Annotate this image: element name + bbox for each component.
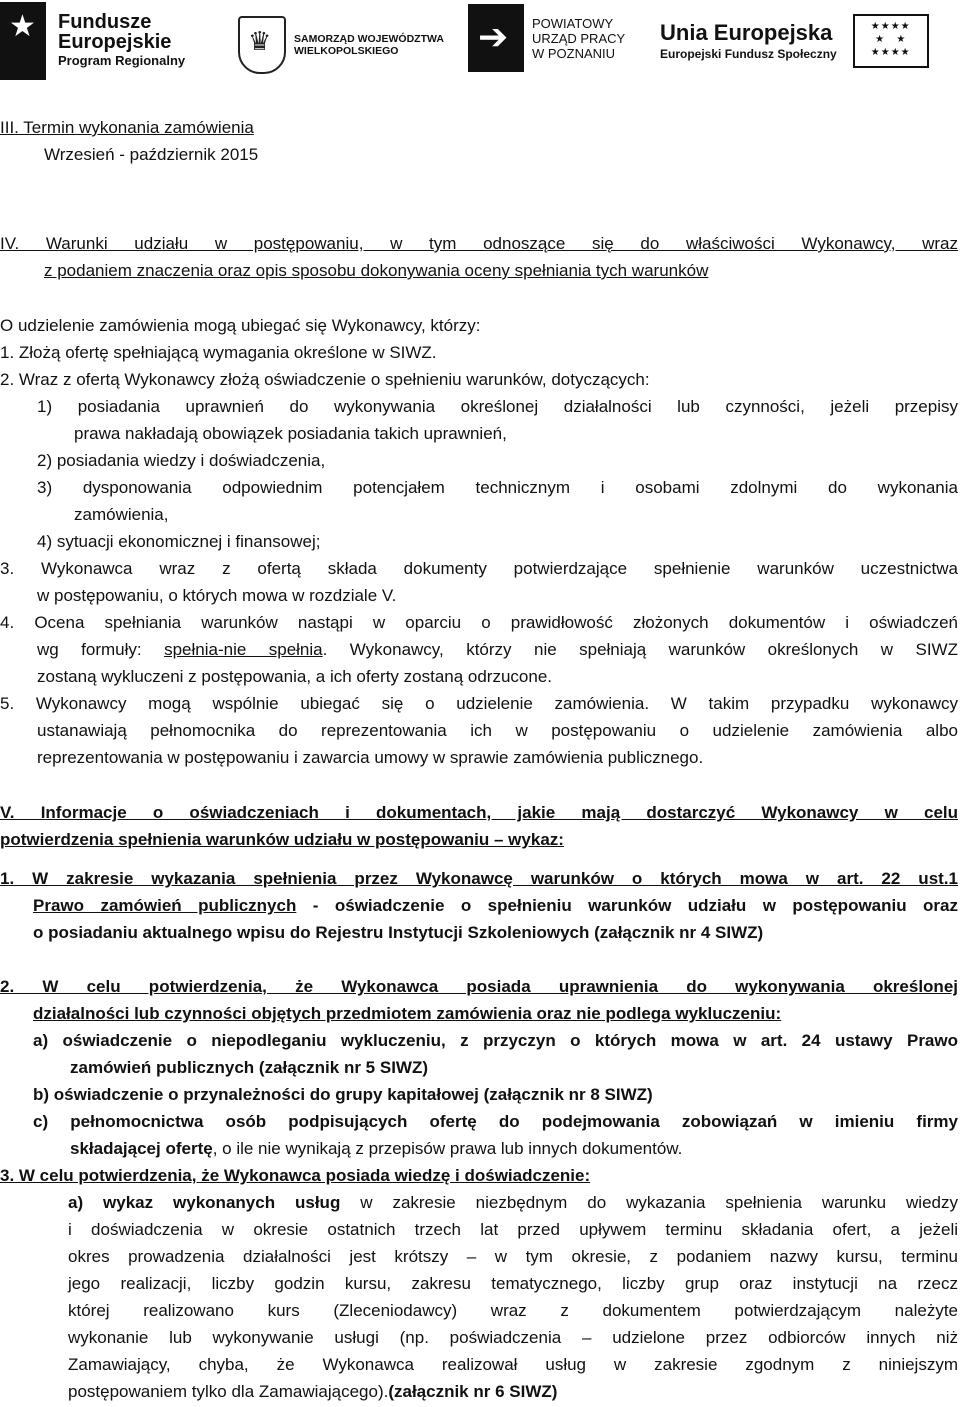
- sec5-i1c: o posiadaniu aktualnego wpisu do Rejestru Instytucji Szkoleniowych (załącznik nr 4 SIWZ): [33, 923, 764, 942]
- pup-line3: W POZNANIU: [532, 45, 616, 61]
- sec4-p2-1b: prawa nakładają obowiązek posiadania takich uprawnień,: [74, 424, 507, 443]
- i1b-post: - oświadczenie o spełnieniu warunków udziału w postępowaniu oraz: [296, 896, 958, 915]
- sec5-i3: 3. W celu potwierdzenia, że Wykonawca posiada wiedzę i doświadczenie:: [0, 1166, 591, 1185]
- i2-c2-post: , o ile nie wynikają z przepisów prawa lub innych dokumentów.: [212, 1139, 683, 1158]
- sec4-p4b: [37, 640, 958, 660]
- i3a-bold: a) wykaz wykonanych usług: [68, 1193, 341, 1212]
- sec5-i3a-3: okres prowadzenia działalności jest krótszy – w tym okresie, z podaniem nazwy kursu, terminu: [68, 1247, 958, 1266]
- fe-line3: Program Regionalny: [58, 53, 186, 68]
- ue-sub: Europejski Fundusz Społeczny: [660, 47, 837, 61]
- fundusze-europejskie-logo: [0, 2, 185, 80]
- pup-line1: POWIATOWY: [532, 15, 614, 31]
- sec5-i3a-7: Zamawiający, chyba, że Wykonawca realizował usług w zakresie zgodnym z niniejszym: [68, 1355, 958, 1374]
- sec4-p5a: 5. Wykonawcy mogą wspólnie ubiegać się o udzielenie zamówienia. W takim przypadku wykonawcy: [0, 694, 958, 713]
- samorzad-logo: [238, 16, 444, 74]
- sec5-i2-c2: [70, 1139, 682, 1159]
- sec5-i1b: [33, 896, 958, 916]
- sec4-p3a: 3. Wykonawca wraz z ofertą składa dokumenty potwierdzające spełnienie warunków uczestnictwa: [0, 559, 958, 578]
- sec4-p2-3b: zamówienia,: [74, 505, 169, 524]
- pup-logo: [468, 4, 625, 72]
- sec5-i2a: 2. W celu potwierdzenia, że Wykonawca posiada uprawnienia do wykonywania określonej: [0, 977, 958, 996]
- arrow-icon: ➔: [468, 4, 524, 72]
- sec4-p2: 2. Wraz z ofertą Wykonawcy złożą oświadczenie o spełnieniu warunków, dotyczących:: [0, 370, 650, 389]
- sec4-p5c: reprezentowania w postępowaniu i zawarcia umowy w sprawie zamówienia publicznego.: [37, 748, 704, 767]
- sec4-p2-2: 2) posiadania wiedzy i doświadczenia,: [37, 451, 326, 470]
- i3a-8-pre: postępowaniem tylko dla Zamawiającego).: [68, 1382, 389, 1401]
- logo-header: [0, 0, 960, 82]
- eu-logo: [660, 14, 929, 68]
- p4b-pre: wg formuły:: [37, 640, 165, 659]
- sec5-i2-c1: c) pełnomocnictwa osób podpisujących ofertę do podejmowania zobowiązań w imieniu firmy: [33, 1112, 958, 1131]
- sec5-i3a-6: wykonanie lub wykonywanie usługi (np. poświadczenia – udzielone przez odbiorców innych niż: [68, 1328, 958, 1347]
- fe-star-icon: ★: [0, 2, 46, 80]
- sec5-i3a-1: [68, 1193, 958, 1213]
- p4b-post: . Wykonawcy, którzy nie spełniają warunków określonych w SIWZ: [322, 640, 958, 659]
- sec4-p2-4: 4) sytuacji ekonomicznej i finansowej;: [37, 532, 321, 551]
- p4b-formula: spełnia-nie spełnia: [164, 640, 323, 659]
- fe-line2: Europejskie: [58, 31, 172, 53]
- eagle-crest-icon: ♛: [238, 16, 286, 74]
- i3a-8-bold: (załącznik nr 6 SIWZ): [388, 1382, 558, 1401]
- sw-line2: WIELKOPOLSKIEGO: [294, 45, 399, 57]
- sec3-title: III. Termin wykonania zamówienia: [0, 118, 254, 137]
- sec5-i3a-2: i doświadczenia w okresie ostatnich trzech lat przed upływem terminu składania ofert, a jeżeli: [68, 1220, 958, 1239]
- sec5-i2b: działalności lub czynności objętych przedmiotem zamówienia oraz nie podlega wykluczeniu:: [33, 1004, 782, 1023]
- sec4-intro: O udzielenie zamówienia mogą ubiegać się Wykonawcy, którzy:: [0, 316, 481, 335]
- pup-line2: URZĄD PRACY: [532, 30, 626, 46]
- sec3-date: Wrzesień - październik 2015: [44, 145, 259, 164]
- fe-line1: Fundusze: [58, 11, 152, 33]
- sec4-title-1: IV. Warunki udziału w postępowaniu, w tym odnoszące się do właściwości Wykonawcy, wraz: [0, 234, 958, 253]
- sec4-title-2: z podaniem znaczenia oraz opis sposobu dokonywania oceny spełniania tych warunków: [44, 261, 709, 280]
- i1b-law: Prawo zamówień publicznych: [33, 896, 297, 915]
- i2-c2-bold: składającej ofertę: [70, 1139, 213, 1158]
- sec5-i2-a2: zamówień publicznych (załącznik nr 5 SIWZ): [70, 1058, 429, 1077]
- sec4-p3b: w postępowaniu, o których mowa w rozdziale V.: [37, 586, 397, 605]
- sec4-p2-3a: 3) dysponowania odpowiednim potencjałem technicznym i osobami zdolnymi do wykonania: [37, 478, 958, 497]
- sec5-i3a-4: jego realizacji, liczby godzin kursu, zakresu tematycznego, liczby grup oraz instytucji na rzecz: [68, 1274, 958, 1293]
- sec5-i2-b: b) oświadczenie o przynależności do grupy kapitałowej (załącznik nr 8 SIWZ): [33, 1085, 653, 1104]
- sec4-p4a: 4. Ocena spełniania warunków nastąpi w oparciu o prawidłowość złożonych dokumentów i oświadczeń: [0, 613, 958, 632]
- sec5-title-2: potwierdzenia spełnienia warunków udziału w postępowaniu – wykaz:: [0, 830, 564, 849]
- eu-flag-icon: ★★★★ ★ ★ ★★★★: [853, 14, 929, 68]
- sec5-i2-a1: a) oświadczenie o niepodleganiu wykluczeniu, z przyczyn o których mowa w art. 24 ustawy Prawo: [33, 1031, 958, 1050]
- sec5-i3a-5: której realizowano kurs (Zleceniodawcy) wraz z dokumentem potwierdzającym należyte: [68, 1301, 958, 1320]
- sec4-p1: 1. Złożą ofertę spełniającą wymagania określone w SIWZ.: [0, 343, 437, 362]
- sec5-i1a: 1. W zakresie wykazania spełnienia przez Wykonawcę warunków o których mowa w art. 22 ust.1: [0, 869, 958, 888]
- i3a-post: w zakresie niezbędnym do wykazania spełnienia warunku wiedzy: [340, 1193, 958, 1212]
- sec4-p4c: zostaną wykluczeni z postępowania, a ich oferty zostaną odrzucone.: [37, 667, 553, 686]
- sec4-p2-1a: 1) posiadania uprawnień do wykonywania określonej działalności lub czynności, jeżeli przepisy: [37, 397, 958, 416]
- sec5-i3a-8: [68, 1382, 557, 1402]
- sw-line1: SAMORZĄD WOJEWÓDZTWA: [294, 33, 444, 45]
- sec4-p5b: ustanawiają pełnomocnika do reprezentowania ich w postępowaniu o udzielenie zamówienia albo: [37, 721, 958, 740]
- ue-title: Unia Europejska: [660, 20, 833, 45]
- sec5-title-1: V. Informacje o oświadczeniach i dokumentach, jakie mają dostarczyć Wykonawcy w celu: [0, 803, 958, 822]
